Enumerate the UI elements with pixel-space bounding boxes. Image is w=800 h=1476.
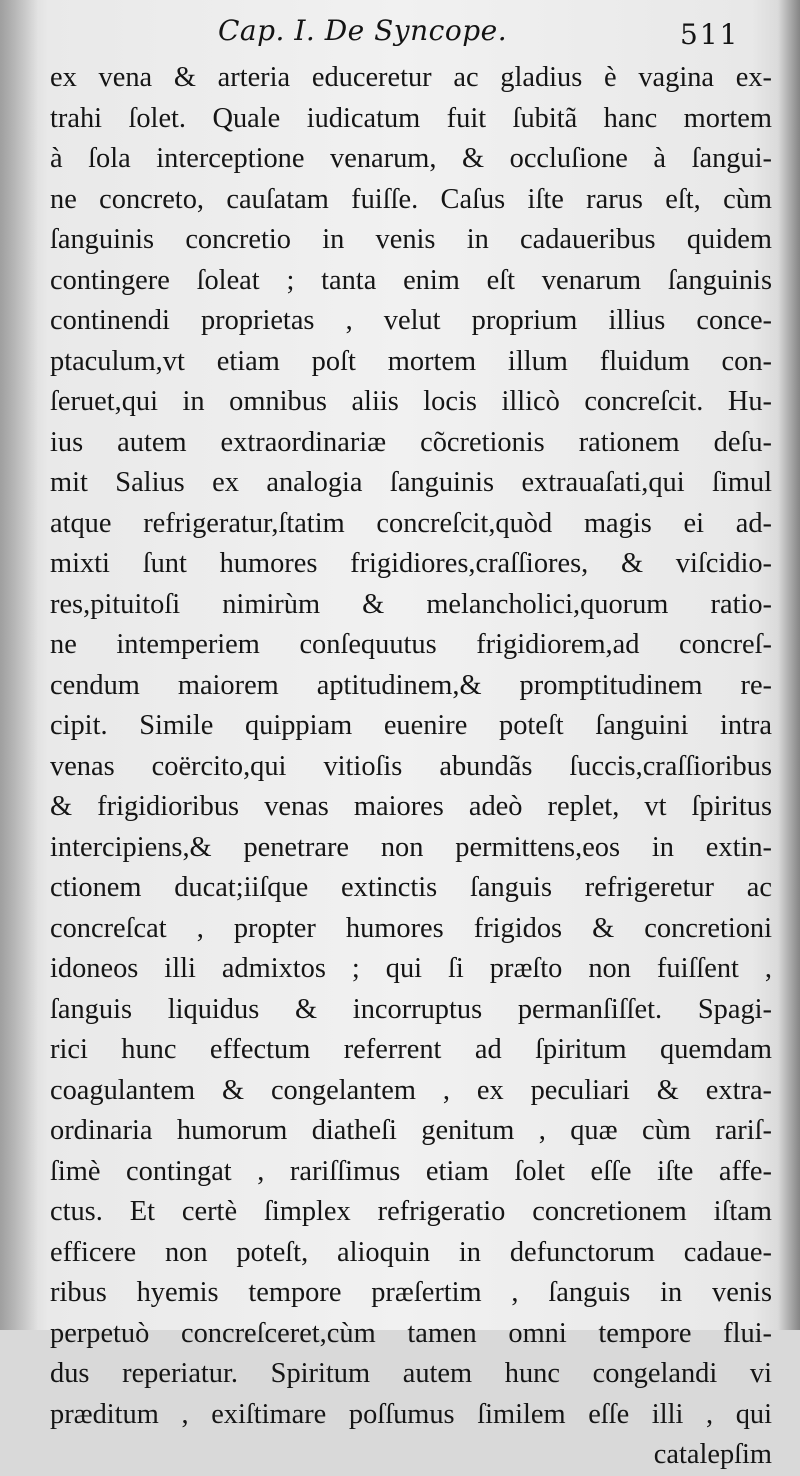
text-line: ne concreto, cauſatam fuiſſe. Caſus iſte rarus eſt, cùm <box>50 183 772 215</box>
text-line: & frigidioribus venas maiores adeò replet, vt ſpiritus <box>50 791 772 822</box>
text-line: atque refrigeratur,ſtatim concreſcit,quòd magis ei ad- <box>50 507 772 539</box>
page-number: 511 <box>680 18 740 51</box>
text-line: ne intemperiem conſequutus frigidiorem,ad concreſ- <box>50 629 772 660</box>
page-gutter-shadow <box>0 0 38 1330</box>
text-line: ex vena & arteria educeretur ac gladius è vagina ex- <box>50 62 772 93</box>
text-line: ptaculum,vt etiam poſt mortem illum fluidum con- <box>50 345 772 377</box>
text-line: ordinaria humorum diatheſi genitum , quæ cùm rariſ- <box>50 1115 772 1146</box>
text-line: cipit. Simile quippiam euenire poteſt ſanguini intra <box>50 710 772 741</box>
page-edge-shadow <box>778 0 800 1330</box>
text-line: à ſola interceptione venarum, & occluſione à ſangui- <box>50 143 772 174</box>
text-line: præditum , exiſtimare poſſumus ſimilem eſſe illi , qui <box>50 1398 772 1430</box>
text-line: concreſcat , propter humores frigidos & concretioni <box>50 912 772 944</box>
text-line: rici hunc effectum referrent ad ſpiritum quemdam <box>50 1034 772 1065</box>
text-line: perpetuò concreſceret,cùm tamen omni tempore flui- <box>50 1317 772 1349</box>
text-line: contingere ſoleat ; tanta enim eſt venarum ſanguinis <box>50 264 772 296</box>
text-line: ſimè contingat , rariſſimus etiam ſolet eſſe iſte affe- <box>50 1155 772 1187</box>
text-line: ctionem ducat;iiſque extinctis ſanguis refrigeretur ac <box>50 872 772 903</box>
text-line: efficere non poteſt, alioquin in defunctorum cadaue- <box>50 1236 772 1268</box>
body-text <box>50 58 772 1476</box>
text-line: ſanguis liquidus & incorruptus permanſiſſet. Spagi- <box>50 993 772 1025</box>
text-line: ribus hyemis tempore præſertim , ſanguis in venis <box>50 1277 772 1308</box>
text-line: mit Salius ex analogia ſanguinis extrauaſati,qui ſimul <box>50 467 772 498</box>
text-line: ctus. Et certè ſimplex refrigeratio concretionem iſtam <box>50 1196 772 1227</box>
catchword: catalepſim <box>653 1439 772 1470</box>
text-line: cendum maiorem aptitudinem,& promptitudinem re- <box>50 669 772 701</box>
text-line: coagulantem & congelantem , ex peculiari & extra- <box>50 1074 772 1106</box>
page-header <box>0 14 800 58</box>
text-line: intercipiens,& penetrare non permittens,eos in extin- <box>50 831 772 863</box>
text-line: ſeruet,qui in omnibus aliis locis illicò concreſcit. Hu- <box>50 386 772 417</box>
text-line: continendi proprietas , velut proprium illius conce- <box>50 305 772 336</box>
text-line: ius autem extraordinariæ cõcretionis rationem deſu- <box>50 426 772 458</box>
text-line: ſanguinis concretio in venis in cadaueribus quidem <box>50 224 772 255</box>
text-line: dus reperiatur. Spiritum autem hunc congelandi vi <box>50 1358 772 1389</box>
text-line: mixti ſunt humores frigidiores,craſſiores, & viſcidio- <box>50 548 772 579</box>
running-title: Cap. I. De Syncope. <box>218 14 508 47</box>
text-line: res,pituitoſi nimirùm & melancholici,quorum ratio- <box>50 588 772 620</box>
text-line: venas coërcito,qui vitioſis abundãs ſuccis,craſſioribus <box>50 750 772 782</box>
text-line: idoneos illi admixtos ; qui ſi præſto non fuiſſent , <box>50 953 772 984</box>
text-line: trahi ſolet. Quale iudicatum fuit ſubitã hanc mortem <box>50 102 772 134</box>
